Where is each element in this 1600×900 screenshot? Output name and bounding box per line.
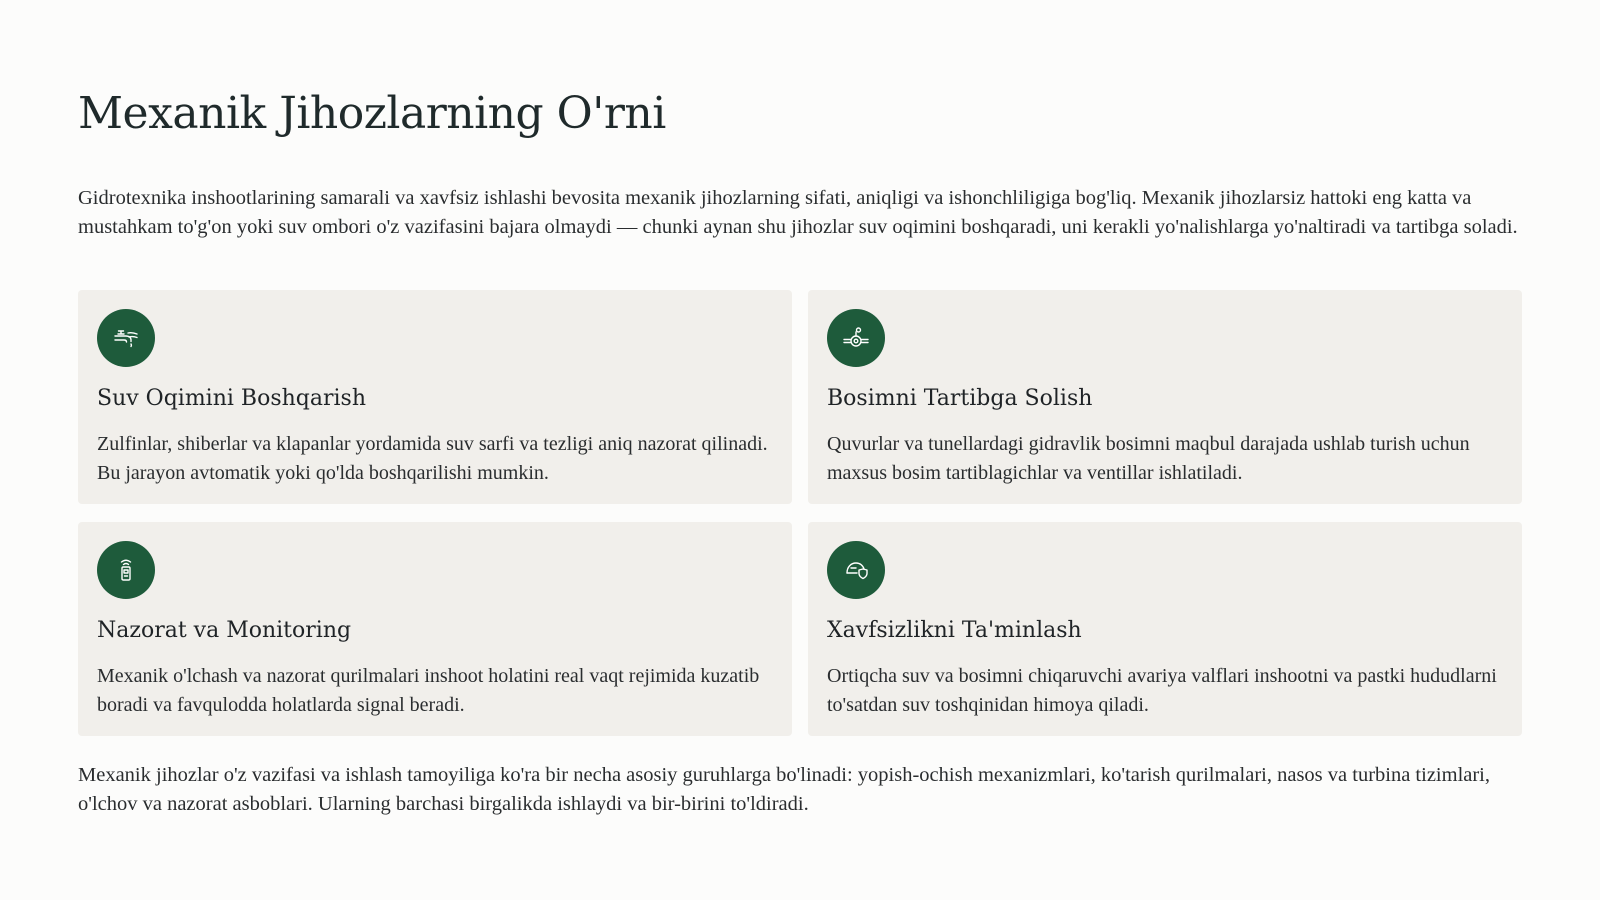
remote-sensor-icon (112, 556, 140, 584)
page-title: Mexanik Jihozlarning O'rni (78, 88, 666, 139)
faucet-icon (112, 324, 140, 352)
card-text: Mexanik o'lchash va nazorat qurilmalari inshoot holatini real vaqt rejimida kuzatib boradi va favqulodda holatlarda signal beradi. (97, 665, 760, 716)
card-icon-badge (827, 309, 885, 367)
card-title: Nazorat va Monitoring (97, 618, 352, 643)
card-icon-badge (827, 541, 885, 599)
card-title: Suv Oqimini Boshqarish (97, 386, 366, 411)
card-safety (808, 522, 1522, 736)
card-icon-badge (97, 309, 155, 367)
card-pressure-regulation (808, 290, 1522, 504)
card-flow-control (78, 290, 792, 504)
card-text: Zulfinlar, shiberlar va klapanlar yordamida suv sarfi va tezligi aniq nazorat qilinadi. Bu jarayon avtomatik yoki qo'lda boshqarilishi mumkin. (97, 433, 768, 484)
card-text: Ortiqcha suv va bosimni chiqaruvchi avariya valflari inshootni va pastki hududlarni to'satdan suv toshqinidan himoya qiladi. (827, 665, 1497, 716)
card-monitoring (78, 522, 792, 736)
card-title: Xavfsizlikni Ta'minlash (827, 618, 1082, 643)
intro-paragraph: Gidrotexnika inshootlarining samarali va xavfsiz ishlashi bevosita mexanik jihozlarning sifati, aniqligi va ishonchliligiga bog'liq. Mexanik jihozlarsiz hattoki eng katta va mustahkam to'g'on yoki suv ombori o'z vazifasini bajara olmaydi — chunki aynan shu jihozlar suv oqimini boshqaradi, uni kerakli yo'nalishlarga yo'naltiradi va tartibga soladi. (78, 187, 1518, 238)
slide (78, 0, 1520, 900)
outro-paragraph: Mexanik jihozlar o'z vazifasi va ishlash tamoyiliga ko'ra bir necha asosiy guruhlarga bo'linadi: yopish-ochish mexanizmlari, ko'tarish qurilmalari, nasos va turbina tizimlari, o'lchov va nazorat asboblari. Ularning barchasi birgalikda ishlaydi va bir-birini to'ldiradi. (78, 764, 1491, 815)
card-icon-badge (97, 541, 155, 599)
card-text: Quvurlar va tunellardagi gidravlik bosimni maqbul darajada ushlab turish uchun maxsus bosim tartiblagichlar va ventillar ishlatiladi. (827, 433, 1470, 484)
helmet-shield-icon (842, 556, 870, 584)
card-title: Bosimni Tartibga Solish (827, 386, 1093, 411)
pipe-valve-icon (842, 324, 870, 352)
